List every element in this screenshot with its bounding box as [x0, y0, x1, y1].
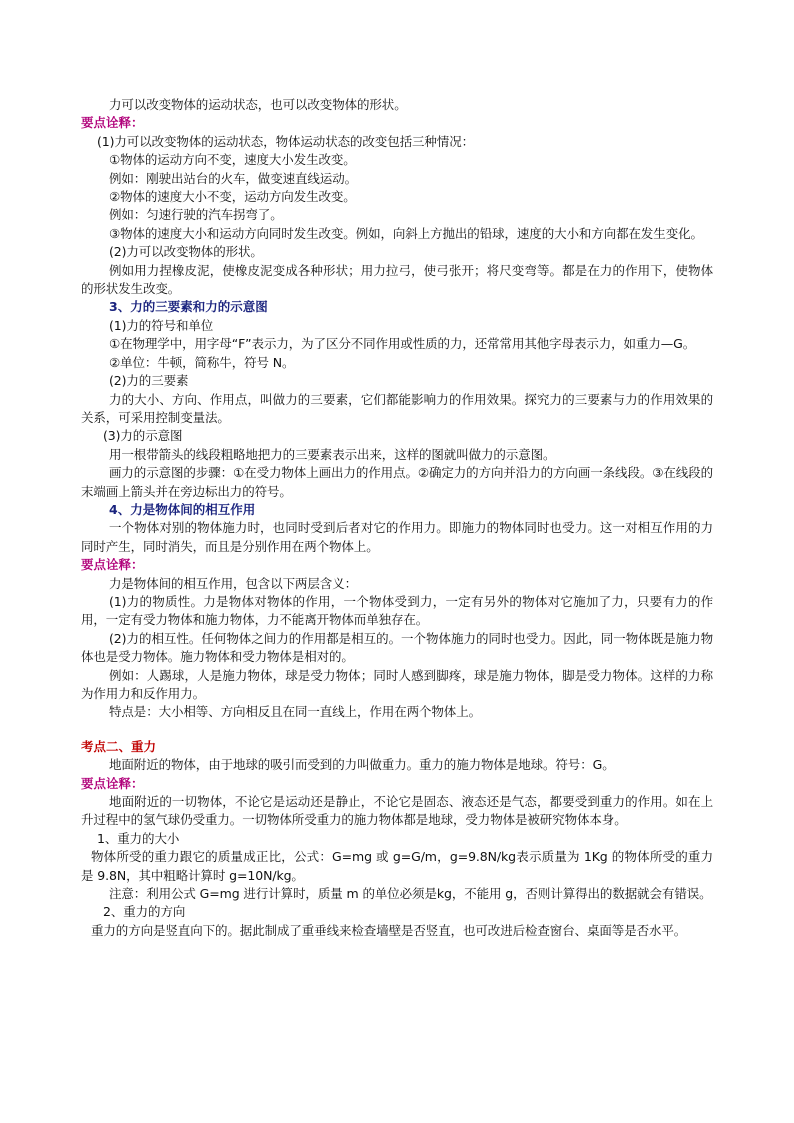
- key-point-label: 要点诠释：: [81, 115, 144, 131]
- paragraph: 地面附近的一切物体，不论它是运动还是静止，不论它是固态、液态还是气态，都要受到重力的作用。如在上升过程中的氢气球仍受重力。一切物体所受重力的施力物体都是地球，受力物体是被研究物体本身。: [81, 794, 713, 828]
- paragraph: 例如：刚驶出站台的火车，做变速直线运动。: [109, 170, 358, 186]
- subsection-heading: 3、力的三要素和力的示意图: [109, 299, 268, 315]
- paragraph: ③物体的速度大小和运动方向同时发生改变。例如，向斜上方抛出的铅球，速度的大小和方向都在发生变化。: [109, 225, 703, 241]
- paragraph: 物体所受的重力跟它的质量成正比，公式：G=mg 或 g=G/m，g=9.8N/kg表示质量为 1Kg 的物体所受的重力是 9.8N，其中粗略计算时 g=10N/kg。: [81, 849, 713, 883]
- paragraph: 特点是：大小相等、方向相反且在同一直线上，作用在两个物体上。: [109, 704, 482, 720]
- subsection-title: 1、重力的大小: [97, 830, 180, 846]
- paragraph: ②单位：牛顿，简称牛，符号 N。: [109, 354, 295, 370]
- paragraph: ①在物理学中，用字母“F”表示力，为了区分不同作用或性质的力，还常常用其他字母表示力，如重力—G。: [109, 336, 696, 352]
- paragraph: (3)力的示意图: [103, 428, 183, 444]
- paragraph: 例如用力捏橡皮泥，使橡皮泥变成各种形状；用力拉弓，使弓张开；将尺变弯等。都是在力的作用下，使物体的形状发生改变。: [81, 262, 713, 297]
- paragraph: 用一根带箭头的线段粗略地把力的三要素表示出来，这样的图就叫做力的示意图。: [109, 446, 556, 462]
- section-gap: [81, 722, 713, 738]
- paragraph: 例如：匀速行驶的汽车拐弯了。: [109, 207, 283, 223]
- key-point-label: 要点诠释：: [81, 557, 144, 573]
- paragraph: (2)力的三要素: [109, 373, 189, 389]
- paragraph: 力可以改变物体的运动状态，也可以改变物体的形状。: [109, 97, 407, 112]
- paragraph: 力的大小、方向、作用点，叫做力的三要素，它们都能影响力的作用效果。探究力的三要素与力的作用效果的关系，可采用控制变量法。: [81, 391, 713, 425]
- subsection-title: 2、重力的方向: [103, 904, 186, 920]
- paragraph: 力是物体间的相互作用，包含以下两层含义：: [109, 575, 358, 591]
- paragraph: (1)力的符号和单位: [109, 317, 214, 333]
- section-heading: 考点二、重力: [81, 738, 157, 754]
- paragraph: 注意：利用公式 G=mg 进行计算时，质量 m 的单位必须是kg，不能用 g，否则计算得出的数据就会有错误。: [109, 886, 712, 902]
- subsection-heading: 4、力是物体间的相互作用: [109, 501, 256, 517]
- paragraph: 一个物体对别的物体施力时，也同时受到后者对它的作用力。即施力的物体同时也受力。这一对相互作用的力同时产生，同时消失，而且是分别作用在两个物体上。: [81, 520, 713, 554]
- key-point-label: 要点诠释：: [81, 775, 144, 791]
- paragraph: (2)力可以改变物体的形状。: [109, 244, 263, 260]
- paragraph: ①物体的运动方向不变，速度大小发生改变。: [109, 152, 356, 168]
- paragraph: 地面附近的物体，由于地球的吸引而受到的力叫做重力。重力的施力物体是地球。符号：G。: [109, 757, 615, 773]
- paragraph: 例如：人踢球，人是施力物体，球是受力物体；同时人感到脚疼，球是施力物体，脚是受力物体。这样的力称为作用力和反作用力。: [81, 667, 713, 701]
- paragraph: ②物体的速度大小不变，运动方向发生改变。: [109, 189, 356, 205]
- paragraph: (2)力的相互性。任何物体之间力的作用都是相互的。一个物体施力的同时也受力。因此，同一物体既是施力物体也是受力物体。施力物体和受力物体是相对的。: [81, 630, 713, 665]
- paragraph: 画力的示意图的步骤：①在受力物体上画出力的作用点。②确定力的方向并沿力的方向画一条线段。③在线段的末端画上箭头并在旁边标出力的符号。: [81, 465, 713, 499]
- paragraph: (1)力可以改变物体的运动状态，物体运动状态的改变包括三种情况：: [97, 133, 475, 149]
- document-page: [81, 96, 713, 940]
- paragraph: 重力的方向是竖直向下的。据此制成了重垂线来检查墙壁是否竖直，也可改进后检查窗台、桌面等是否水平。: [91, 922, 687, 938]
- paragraph: (1)力的物质性。力是物体对物体的作用，一个物体受到力，一定有另外的物体对它施加了力，只要有力的作用，一定有受力物体和施力物体，力不能离开物体而单独存在。: [81, 593, 713, 628]
